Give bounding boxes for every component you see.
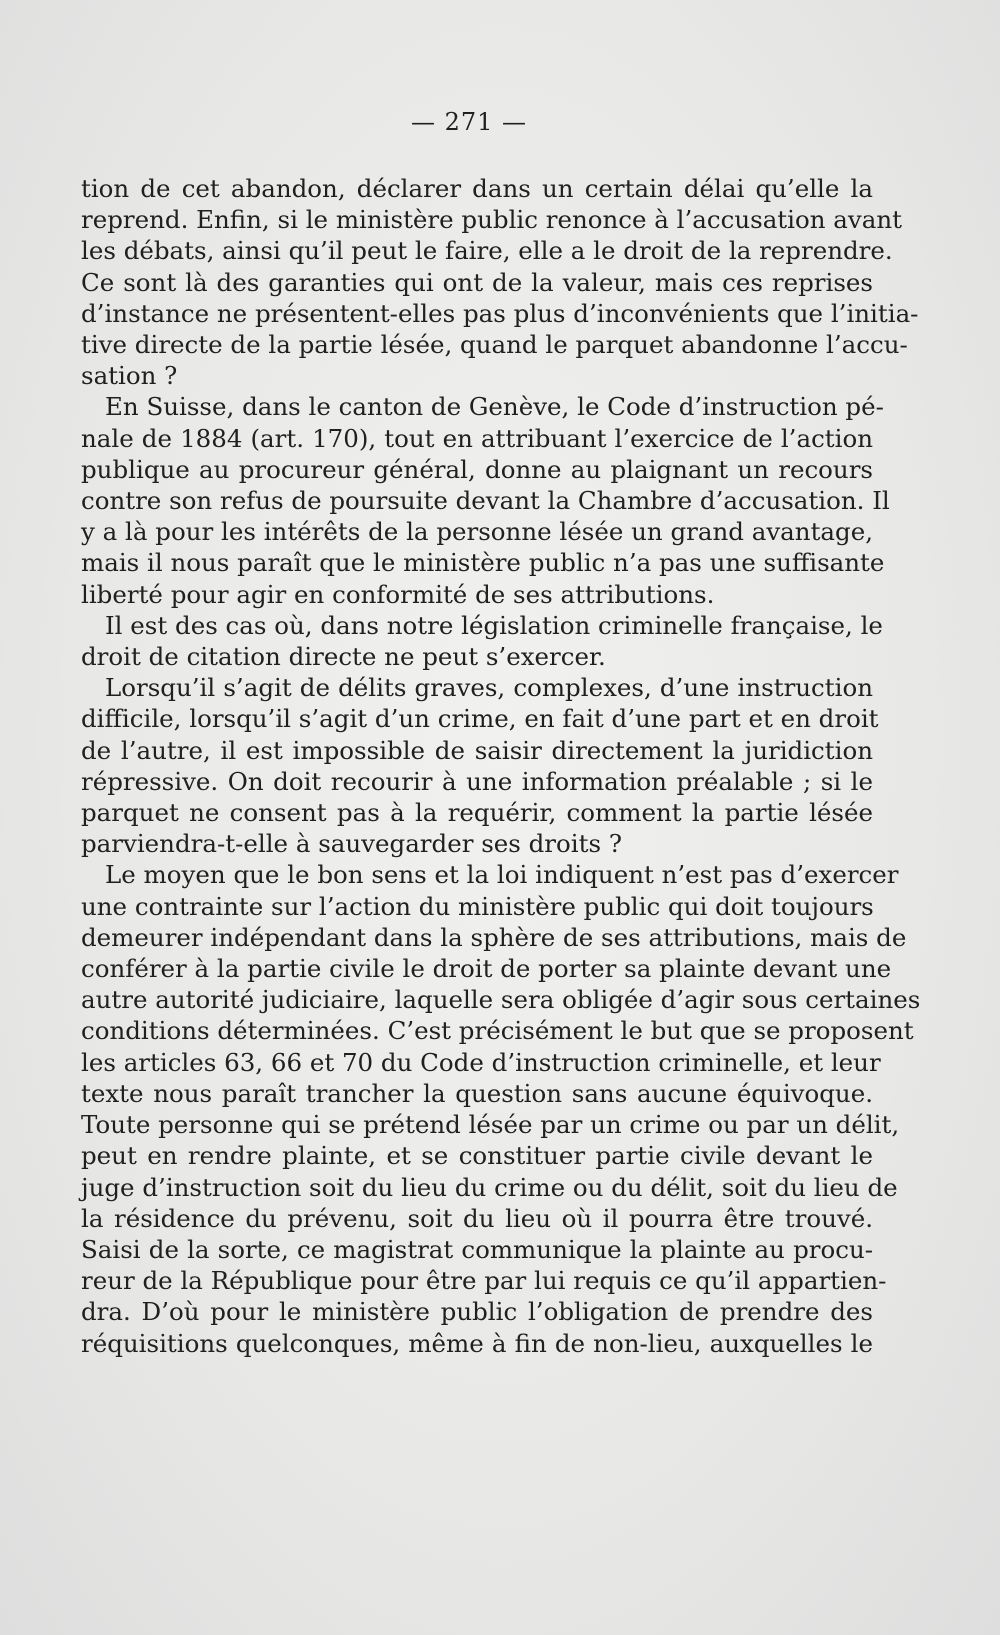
text-line: peut en rendre plainte, et se constituer partie civile devant le [81, 1141, 873, 1171]
text-line: une contrainte sur l’action du ministère public qui doit toujours [81, 891, 874, 921]
text-line: publique au procureur général, donne au plaignant un recours [81, 454, 873, 484]
text-line: Lorsqu’il s’agit de délits graves, complexes, d’une instruction [105, 673, 873, 703]
text-line: répressive. On doit recourir à une information préalable ; si le [81, 766, 873, 796]
text-line: parviendra-t-elle à sauvegarder ses droits ? [81, 829, 622, 859]
text-line: autre autorité judiciaire, laquelle sera obligée d’agir sous certaines [81, 985, 921, 1015]
text-line: la résidence du prévenu, soit du lieu où il pourra être trouvé. [81, 1203, 873, 1233]
text-line: parquet ne consent pas à la requérir, comment la partie lésée [81, 798, 873, 828]
text-line: juge d’instruction soit du lieu du crime ou du délit, soit du lieu de [81, 1172, 898, 1202]
text-line: conditions déterminées. C’est précisément le but que se proposent [81, 1016, 914, 1046]
text-line: les articles 63, 66 et 70 du Code d’instruction criminelle, et leur [81, 1047, 881, 1077]
text-line: y a là pour les intérêts de la personne lésée un grand avantage, [81, 517, 873, 547]
text-line: Saisi de la sorte, ce magistrat communique la plainte au procu- [81, 1234, 873, 1264]
text-line: liberté pour agir en conformité de ses attributions. [81, 579, 715, 609]
text-line: les débats, ainsi qu’il peut le faire, elle a le droit de la reprendre. [81, 236, 893, 266]
text-line: sation ? [81, 361, 178, 391]
text-line: contre son refus de poursuite devant la Chambre d’accusation. Il [81, 486, 890, 516]
text-line: texte nous paraît trancher la question sans aucune équivoque. [81, 1078, 873, 1108]
text-line: Ce sont là des garanties qui ont de la valeur, mais ces reprises [81, 267, 873, 297]
text-line: Il est des cas où, dans notre législation criminelle française, le [105, 610, 883, 640]
text-line: Le moyen que le bon sens et la loi indiquent n’est pas d’exercer [105, 860, 899, 890]
text-line: mais il nous paraît que le ministère public n’a pas une suffisante [81, 548, 885, 578]
text-line: reprend. Enfin, si le ministère public renonce à l’accusation avant [81, 205, 902, 235]
text-line: de l’autre, il est impossible de saisir directement la juridiction [81, 735, 873, 765]
text-line: réquisitions quelconques, même à fin de non-lieu, auxquelles le [81, 1328, 873, 1358]
text-line: dra. D’où pour le ministère public l’obligation de prendre des [81, 1297, 873, 1327]
text-line: reur de la République pour être par lui requis ce qu’il appartien- [81, 1266, 887, 1296]
text-line: En Suisse, dans le canton de Genève, le Code d’instruction pé- [105, 392, 884, 422]
text-line: tion de cet abandon, déclarer dans un certain délai qu’elle la [81, 174, 873, 203]
text-line: Toute personne qui se prétend lésée par un crime ou par un délit, [81, 1110, 900, 1140]
body-text [81, 173, 921, 1359]
text-line: conférer à la partie civile le droit de porter sa plainte devant une [81, 954, 892, 984]
text-line: difficile, lorsqu’il s’agit d’un crime, en fait d’une part et en droit [81, 704, 879, 734]
text-line: droit de citation directe ne peut s’exercer. [81, 642, 606, 672]
text-line: nale de 1884 (art. 170), tout en attribuant l’exercice de l’action [81, 423, 873, 453]
page-number: — 271 — [410, 108, 528, 136]
text-line: d’instance ne présentent-elles pas plus d’inconvénients que l’initia- [81, 298, 919, 328]
text-line: tive directe de la partie lésée, quand le parquet abandonne l’accu- [81, 330, 908, 360]
text-line: demeurer indépendant dans la sphère de ses attributions, mais de [81, 922, 907, 952]
